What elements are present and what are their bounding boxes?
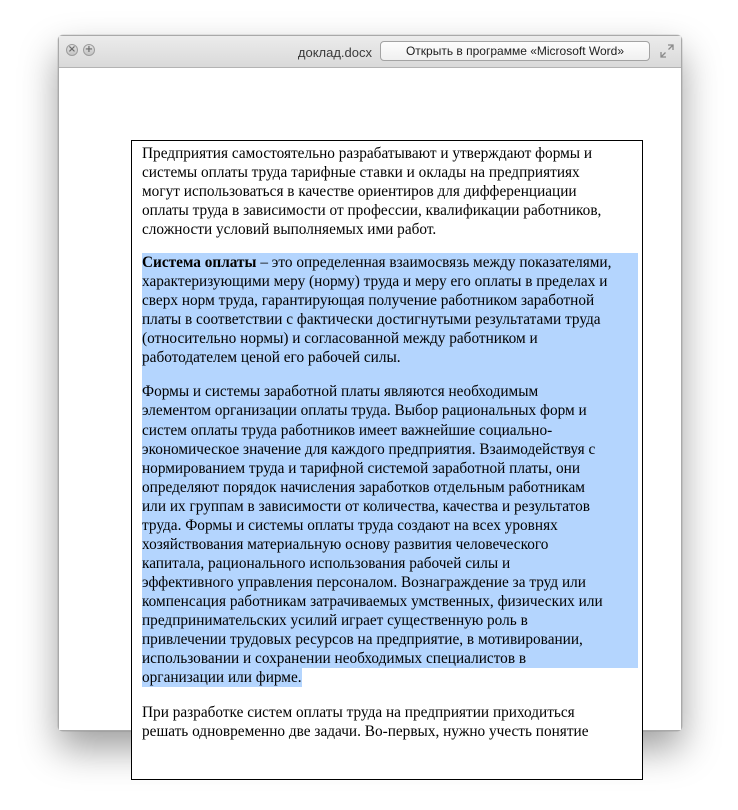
fullscreen-button[interactable] [83,44,95,56]
text-line: Предприятия самостоятельно разрабатывают и утверждают формы и [142,145,593,162]
preview-area [59,68,681,741]
text-line: платы в соответствии с фактически достигнутыми результатами труда [142,310,638,329]
close-icon: × [67,44,77,55]
text-line: или их группам в зависимости от количества, качества и результатов [142,497,638,516]
text-line: экономическое значение для каждого предприятия. Взаимодействуя с [142,440,638,459]
text-line: капитала, рационального использования рабочей силы и [142,554,638,573]
text-line: использовании и сохранении необходимых специалистов в [142,649,638,668]
text-line [142,253,638,272]
text-line: хозяйствования материальную основу развития человеческого [142,535,638,554]
text-line: системы оплаты труда тарифные ставки и оклады на предприятиях [142,164,580,182]
text-line: могут использоваться в качестве ориентиров для дифференциации [142,183,577,201]
selection-gap [142,367,638,382]
paragraph-1 [142,144,634,239]
close-button[interactable] [66,44,78,56]
paragraph-4 [142,703,634,741]
term-bold: Система оплаты [142,254,257,271]
text-line: работодателем ценой его рабочей силы. [142,348,638,367]
definition-text: – это определенная взаимосвязь между показателями, [256,254,612,271]
quicklook-window [58,35,682,741]
text-line: решать одновременно две задачи. Во-первых, нужно учесть понятие [142,723,589,741]
text-line: компенсация работникам затрачиваемых умственных, физических или [142,592,638,611]
text-line: (относительно нормы) и согласованной между работником и [142,329,638,348]
text-line: определяют порядок начисления заработков отдельным работникам [142,478,638,497]
document-page [131,140,643,780]
text-line: привлечении трудовых ресурсов на предприятие, в мотивировании, [142,630,638,649]
expand-icon[interactable] [660,44,674,58]
text-line: оплаты труда в зависимости от профессии, квалификации работников, [142,202,602,220]
text-line: труда. Формы и системы оплаты труда создают на всех уровнях [142,516,638,535]
text-line: систем оплаты труда работников имеет важнейшие социально- [142,421,638,440]
text-line: организации или фирме. [142,669,302,687]
text-line: сложности условий выполняемых ими работ. [142,221,437,239]
text-line: нормированием труда и тарифной системой заработной платы, они [142,459,638,478]
text-line: Формы и системы заработной платы являются необходимым [142,382,638,401]
selected-text[interactable] [142,253,634,687]
text-line: сверх норм труда, гарантирующая получение работником заработной [142,291,638,310]
text-line: эффективного управления персоналом. Вознаграждение за труд или [142,573,638,592]
text-line: При разработке систем оплаты труда на предприятии приходиться [142,704,575,721]
text-line: предпринимательских усилий играет существенную роль в [142,611,638,630]
text-line: элементом организации оплаты труда. Выбор рациональных форм и [142,401,638,420]
titlebar [59,36,681,68]
text-line: характеризующими меру (норму) труда и меру его оплаты в пределах и [142,272,638,291]
open-in-word-button[interactable]: Открыть в программе «Microsoft Word» [380,41,650,61]
window-title: доклад.docx [297,45,372,60]
plus-icon: + [84,44,94,55]
